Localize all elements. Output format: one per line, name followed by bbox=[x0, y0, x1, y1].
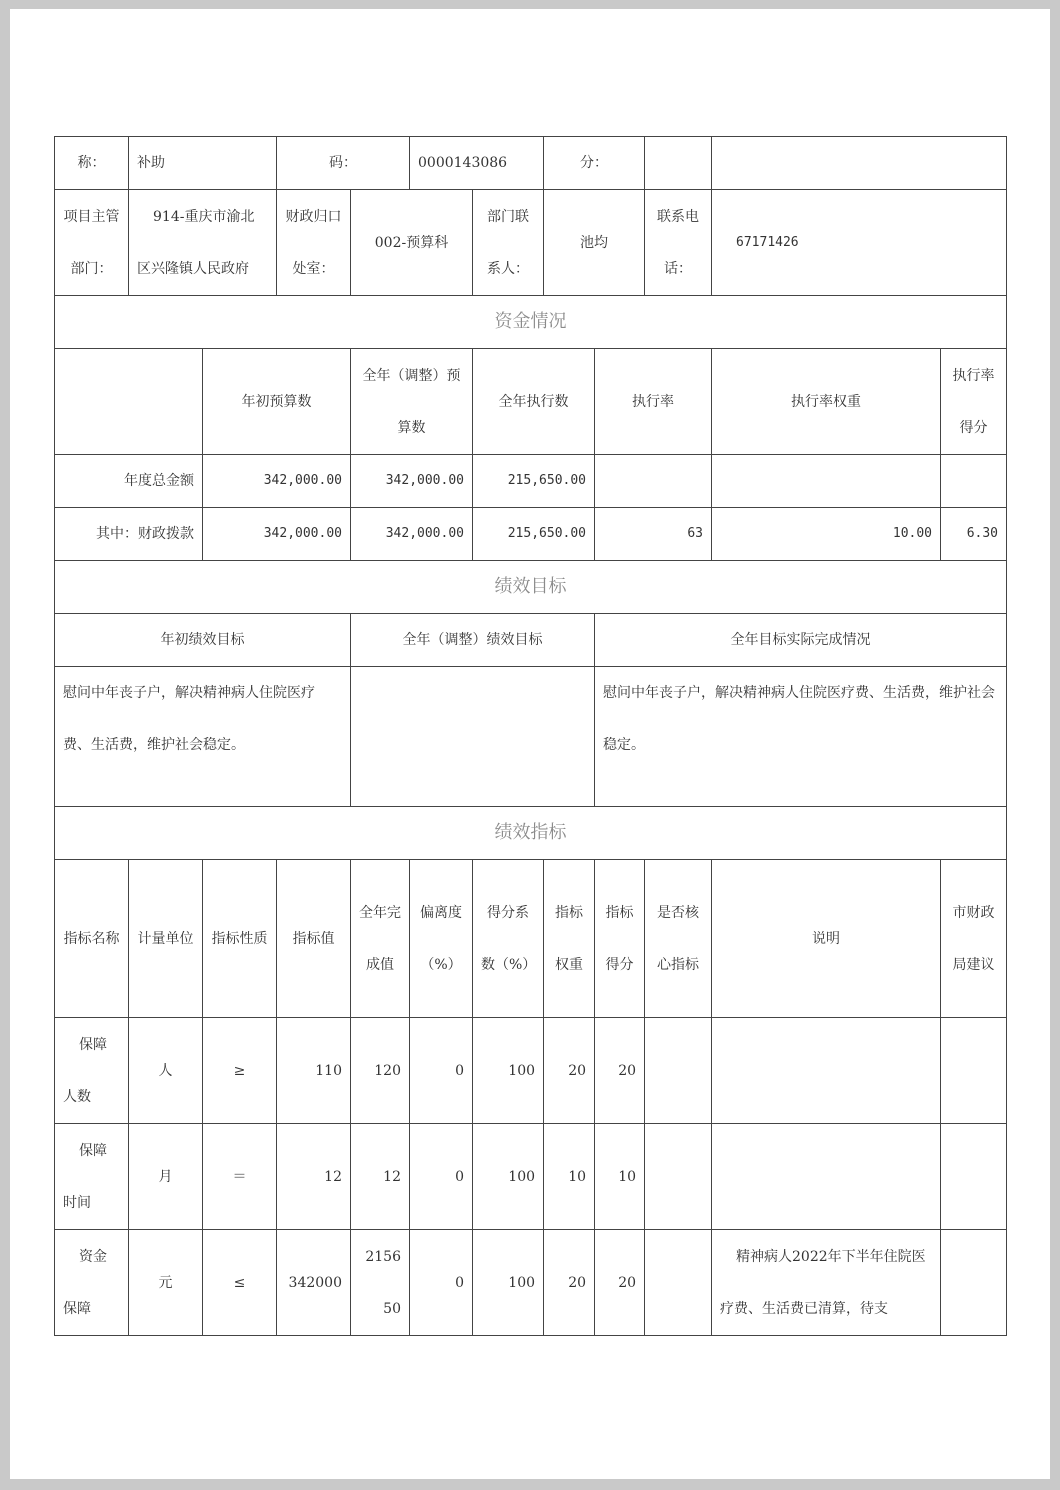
phone-label: 联系电话： bbox=[645, 190, 712, 296]
goals-section-row bbox=[55, 561, 1007, 614]
document-page bbox=[10, 9, 1050, 1479]
code-value: 0000143086 bbox=[410, 137, 544, 190]
ind-col-score: 指标得分 bbox=[595, 860, 645, 1018]
funds-adjusted: 342,000.00 bbox=[351, 455, 473, 508]
goals-content-row bbox=[55, 667, 1007, 807]
funds-col-score: 执行率得分 bbox=[941, 349, 1007, 455]
ind-score: 10 bbox=[595, 1124, 645, 1230]
goals-col-actual: 全年目标实际完成情况 bbox=[595, 614, 1007, 667]
ind-col-note: 说明 bbox=[712, 860, 941, 1018]
ind-col-unit: 计量单位 bbox=[129, 860, 203, 1018]
goals-actual-text: 慰问中年丧子户，解决精神病人住院医疗费、生活费，维护社会稳定。 bbox=[595, 667, 1007, 807]
office-label: 财政归口处室： bbox=[277, 190, 351, 296]
ind-target: 110 bbox=[277, 1018, 351, 1124]
funds-score: 6.30 bbox=[941, 508, 1007, 561]
goals-col-initial: 年初绩效目标 bbox=[55, 614, 351, 667]
funds-row-label: 其中：财政拨款 bbox=[55, 508, 203, 561]
ind-nature: ≥ bbox=[203, 1018, 277, 1124]
ind-actual: 215650 bbox=[351, 1230, 410, 1336]
ind-advice bbox=[941, 1018, 1007, 1124]
funds-row-total bbox=[55, 455, 1007, 508]
ind-weight: 10 bbox=[544, 1124, 595, 1230]
ind-score: 20 bbox=[595, 1230, 645, 1336]
ind-col-target: 指标值 bbox=[277, 860, 351, 1018]
ind-actual: 120 bbox=[351, 1018, 410, 1124]
ind-name: 保障时间 bbox=[55, 1124, 129, 1230]
indicator-row-funds bbox=[55, 1230, 1007, 1336]
goals-adjusted-text bbox=[351, 667, 595, 807]
funds-score bbox=[941, 455, 1007, 508]
ind-core bbox=[645, 1230, 712, 1336]
funds-rate: 63 bbox=[595, 508, 712, 561]
funds-col-weight: 执行率权重 bbox=[712, 349, 941, 455]
ind-deviation: 0 bbox=[410, 1124, 473, 1230]
name-label: 称： bbox=[55, 137, 129, 190]
indicators-section-row bbox=[55, 807, 1007, 860]
score-value bbox=[645, 137, 712, 190]
ind-note bbox=[712, 1124, 941, 1230]
funds-header-row bbox=[55, 349, 1007, 455]
funds-executed: 215,650.00 bbox=[473, 455, 595, 508]
ind-advice bbox=[941, 1230, 1007, 1336]
header-row-1 bbox=[55, 137, 1007, 190]
funds-col-executed: 全年执行数 bbox=[473, 349, 595, 455]
funds-col-adjusted: 全年（调整）预算数 bbox=[351, 349, 473, 455]
ind-core bbox=[645, 1018, 712, 1124]
indicator-row-people bbox=[55, 1018, 1007, 1124]
funds-row-label: 年度总金额 bbox=[55, 455, 203, 508]
ind-deviation: 0 bbox=[410, 1230, 473, 1336]
performance-table bbox=[54, 136, 1007, 1336]
office-value: 002-预算科 bbox=[351, 190, 473, 296]
indicators-section-title: 绩效指标 bbox=[55, 807, 1007, 860]
ind-core bbox=[645, 1124, 712, 1230]
indicators-header-row bbox=[55, 860, 1007, 1018]
funds-initial: 342,000.00 bbox=[203, 455, 351, 508]
ind-advice bbox=[941, 1124, 1007, 1230]
funds-weight bbox=[712, 455, 941, 508]
ind-col-name: 指标名称 bbox=[55, 860, 129, 1018]
funds-col-initial: 年初预算数 bbox=[203, 349, 351, 455]
ind-unit: 人 bbox=[129, 1018, 203, 1124]
ind-nature: ≤ bbox=[203, 1230, 277, 1336]
contact-value: 池均 bbox=[544, 190, 645, 296]
funds-col-rate: 执行率 bbox=[595, 349, 712, 455]
ind-name: 保障人数 bbox=[55, 1018, 129, 1124]
ind-deviation: 0 bbox=[410, 1018, 473, 1124]
ind-name: 资金保障 bbox=[55, 1230, 129, 1336]
dept-value: 914-重庆市渝北区兴隆镇人民政府 bbox=[129, 190, 277, 296]
ind-col-deviation: 偏离度（%） bbox=[410, 860, 473, 1018]
ind-unit: 元 bbox=[129, 1230, 203, 1336]
ind-coef: 100 bbox=[473, 1124, 544, 1230]
ind-unit: 月 bbox=[129, 1124, 203, 1230]
funds-initial: 342,000.00 bbox=[203, 508, 351, 561]
goals-header-row bbox=[55, 614, 1007, 667]
header-row-2 bbox=[55, 190, 1007, 296]
ind-col-coef: 得分系数（%） bbox=[473, 860, 544, 1018]
code-label: 码： bbox=[277, 137, 410, 190]
funds-weight: 10.00 bbox=[712, 508, 941, 561]
name-value: 补助 bbox=[129, 137, 277, 190]
ind-col-actual: 全年完成值 bbox=[351, 860, 410, 1018]
funds-rate bbox=[595, 455, 712, 508]
ind-nature: ＝ bbox=[203, 1124, 277, 1230]
ind-note: 精神病人2022年下半年住院医疗费、生活费已清算，待支 bbox=[712, 1230, 941, 1336]
funds-section-row bbox=[55, 296, 1007, 349]
ind-col-nature: 指标性质 bbox=[203, 860, 277, 1018]
goals-col-adjusted: 全年（调整）绩效目标 bbox=[351, 614, 595, 667]
ind-col-advice: 市财政局建议 bbox=[941, 860, 1007, 1018]
funds-executed: 215,650.00 bbox=[473, 508, 595, 561]
ind-actual: 12 bbox=[351, 1124, 410, 1230]
funds-row-fiscal bbox=[55, 508, 1007, 561]
phone-value: 67171426 bbox=[712, 190, 1007, 296]
ind-col-weight: 指标权重 bbox=[544, 860, 595, 1018]
ind-note bbox=[712, 1018, 941, 1124]
ind-coef: 100 bbox=[473, 1230, 544, 1336]
ind-score: 20 bbox=[595, 1018, 645, 1124]
ind-weight: 20 bbox=[544, 1018, 595, 1124]
funds-header-blank bbox=[55, 349, 203, 455]
score-label: 分： bbox=[544, 137, 645, 190]
header-blank bbox=[712, 137, 1007, 190]
ind-target: 12 bbox=[277, 1124, 351, 1230]
ind-weight: 20 bbox=[544, 1230, 595, 1336]
goals-initial-text: 慰问中年丧子户，解决精神病人住院医疗费、生活费，维护社会稳定。 bbox=[55, 667, 351, 807]
funds-section-title: 资金情况 bbox=[55, 296, 1007, 349]
ind-col-core: 是否核心指标 bbox=[645, 860, 712, 1018]
ind-target: 342000 bbox=[277, 1230, 351, 1336]
dept-label: 项目主管部门： bbox=[55, 190, 129, 296]
ind-coef: 100 bbox=[473, 1018, 544, 1124]
indicator-row-time bbox=[55, 1124, 1007, 1230]
goals-section-title: 绩效目标 bbox=[55, 561, 1007, 614]
funds-adjusted: 342,000.00 bbox=[351, 508, 473, 561]
contact-label: 部门联系人： bbox=[473, 190, 544, 296]
